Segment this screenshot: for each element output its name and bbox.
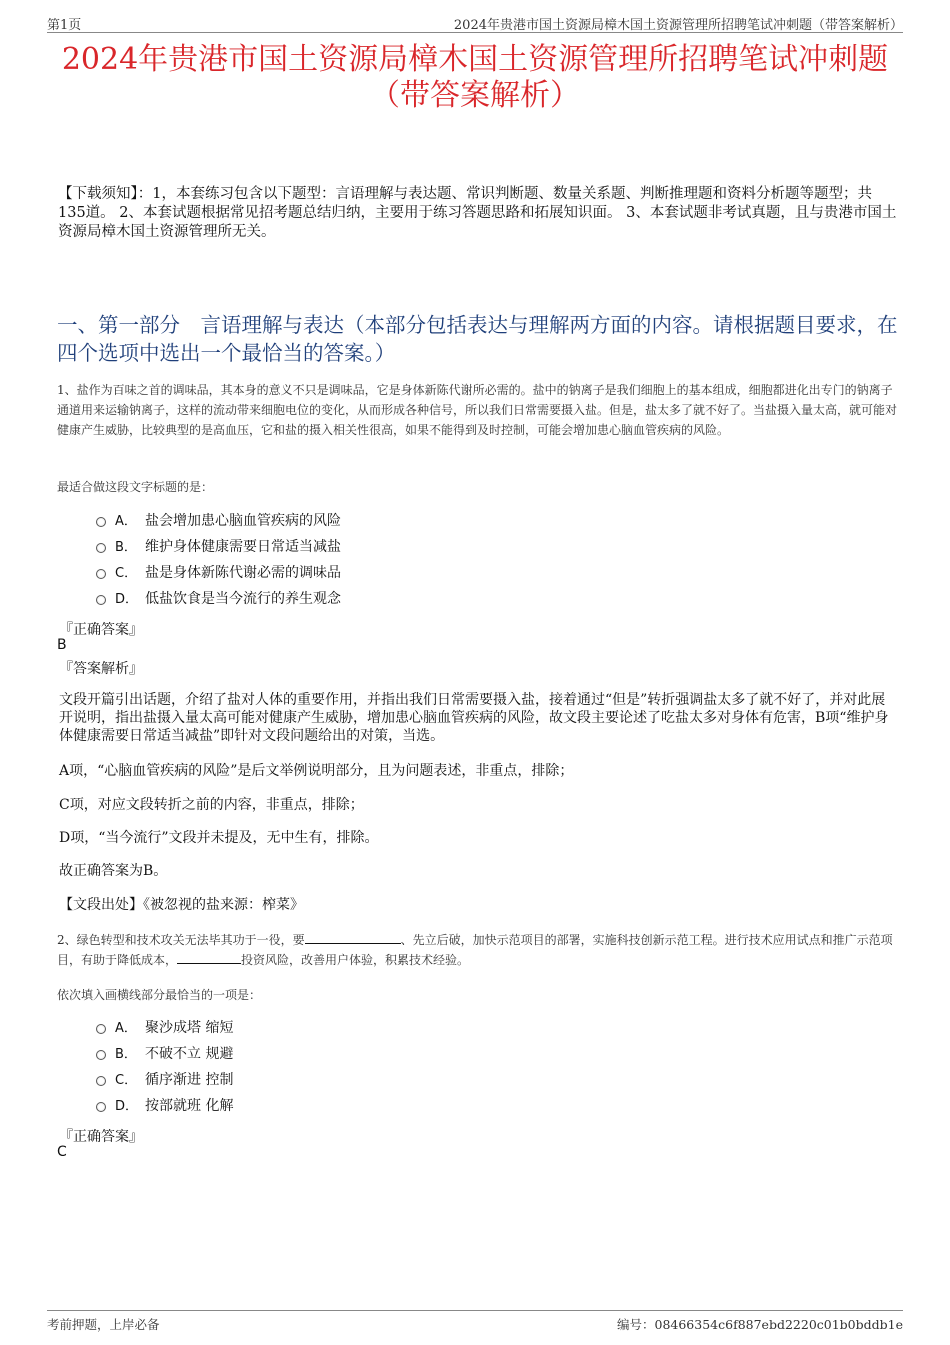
q2-passage-part-2: 、先立后破，加快示范项目的部署，实施科技创新示范工程。进行技术应用试点和推广示范项目，有助于降低成本，: [57, 933, 893, 967]
radio-icon[interactable]: [96, 1102, 106, 1112]
q2-passage-part-1: 2、绿色转型和技术攻关无法毕其功于一役，要: [57, 933, 305, 947]
q2-option-c[interactable]: [96, 1067, 233, 1093]
footer-slogan: 考前押题，上岸必备: [47, 1317, 160, 1332]
q1-option-a[interactable]: [96, 508, 341, 534]
option-letter: D．: [115, 592, 139, 607]
q2-passage: [57, 930, 902, 970]
q1-option-d[interactable]: [96, 586, 341, 612]
title-line-1: 2024年贵港市国土资源局樟木国土资源管理所招聘笔试冲刺题: [61, 42, 889, 77]
q2-question: 依次填入画横线部分最恰当的一项是：: [57, 988, 262, 1002]
q2-option-b[interactable]: [96, 1041, 233, 1067]
q1-analysis-d: D项，“当今流行”文段并未提及，无中生有，排除。: [59, 830, 379, 846]
option-letter: D．: [115, 1099, 139, 1114]
option-letter: B．: [115, 540, 137, 555]
q1-answer-label: 『正确答案』: [59, 622, 143, 638]
q2-answer: C: [57, 1144, 67, 1160]
q1-analysis-main: 文段开篇引出话题，介绍了盐对人体的重要作用，并指出我们日常需要摄入盐，接着通过“但是”转折强调盐太多了就不好了，并对此展开说明，指出盐摄入量太高可能对健康产生威胁，增加患心脑血管疾病的风险，故文段主要论述了吃盐太多对身体有危害，B项“维护身体健康需要日常适当减盐”即针对文段问题给出的对策，当选。: [59, 692, 889, 744]
q1-passage: 1、盐作为百味之首的调味品，其本身的意义不只是调味品，它是身体新陈代谢所必需的。盐中的钠离子是我们细胞上的基本组成，细胞都进化出专门的钠离子通道用来运输钠离子，这样的流动带来细胞电位的变化，从而形成各种信号，所以我们日常需要摄入盐。但是，盐太多了就不好了。当盐摄入量太高，就可能对健康产生威胁，比较典型的是高血压，它和盐的摄入相关性很高，如果不能得到及时控制，可能会增加患心脑血管疾病的风险。: [57, 383, 898, 437]
option-text: 盐会增加患心脑血管疾病的风险: [145, 513, 341, 529]
radio-icon[interactable]: [96, 569, 106, 579]
page-title: [40, 42, 910, 114]
option-text: 维护身体健康需要日常适当减盐: [145, 539, 341, 555]
radio-icon[interactable]: [96, 1050, 106, 1060]
option-letter: B．: [115, 1047, 137, 1062]
radio-icon[interactable]: [96, 517, 106, 527]
q1-answer: B: [57, 637, 67, 653]
option-letter: A．: [115, 514, 137, 529]
q2-answer-label: 『正确答案』: [59, 1129, 143, 1145]
option-letter: C．: [115, 1073, 138, 1088]
radio-icon[interactable]: [96, 1024, 106, 1034]
q2-option-a[interactable]: [96, 1015, 233, 1041]
q1-option-b[interactable]: [96, 534, 341, 560]
page-header: [47, 14, 903, 33]
download-notice: 【下载须知】：1，本套练习包含以下题型：言语理解与表达题、常识判断题、数量关系题、判断推理题和资料分析题等题型；共135道。 2、本套试题根据常见招考题总结归纳，主要用于练习答题思路和拓展知识面。 3、本套试题非考试真题，且与贵港市国土资源局樟木国土资源管理所无关。: [58, 186, 897, 240]
q1-source: 【文段出处】《被忽视的盐来源：榨菜》: [59, 897, 304, 913]
option-letter: C．: [115, 566, 138, 581]
option-text: 低盐饮食是当今流行的养生观念: [145, 591, 341, 607]
page-number: 第1页: [47, 18, 82, 33]
q2-option-d[interactable]: [96, 1093, 233, 1119]
q1-options: [96, 508, 341, 612]
radio-icon[interactable]: [96, 543, 106, 553]
q2-passage-part-3: 投资风险，改善用户体验，积累技术经验。: [241, 953, 470, 967]
title-line-2: （带答案解析）: [370, 78, 580, 113]
q2-options: [96, 1015, 233, 1119]
q1-analysis-a: A项，“心脑血管疾病的风险”是后文举例说明部分，且为问题表述，非重点，排除；: [59, 763, 574, 779]
option-text: 聚沙成塔 缩短: [145, 1020, 234, 1036]
q1-analysis-c: C项，对应文段转折之前的内容，非重点，排除；: [59, 797, 364, 813]
option-text: 按部就班 化解: [145, 1098, 234, 1114]
q1-question: 最适合做这段文字标题的是：: [57, 480, 214, 494]
radio-icon[interactable]: [96, 1076, 106, 1086]
option-text: 盐是身体新陈代谢必需的调味品: [145, 565, 341, 581]
footer-serial: 编号：08466354c6f887ebd2220c01b0bddb1e: [617, 1317, 903, 1332]
fill-blank-1[interactable]: [305, 931, 401, 944]
q1-option-c[interactable]: [96, 560, 341, 586]
radio-icon[interactable]: [96, 595, 106, 605]
q1-analysis-label: 『答案解析』: [59, 661, 143, 677]
option-text: 循序渐进 控制: [145, 1072, 234, 1088]
option-text: 不破不立 规避: [145, 1046, 234, 1062]
option-letter: A．: [115, 1021, 137, 1036]
fill-blank-2[interactable]: [177, 951, 241, 964]
section-heading: 一、第一部分 言语理解与表达（本部分包括表达与理解两方面的内容。请根据题目要求，在四个选项中选出一个最恰当的答案。）: [57, 313, 898, 365]
q1-conclusion: 故正确答案为B。: [59, 863, 168, 879]
page-footer: [47, 1310, 903, 1332]
header-doc-title: 2024年贵港市国土资源局樟木国土资源管理所招聘笔试冲刺题（带答案解析）: [453, 18, 903, 33]
